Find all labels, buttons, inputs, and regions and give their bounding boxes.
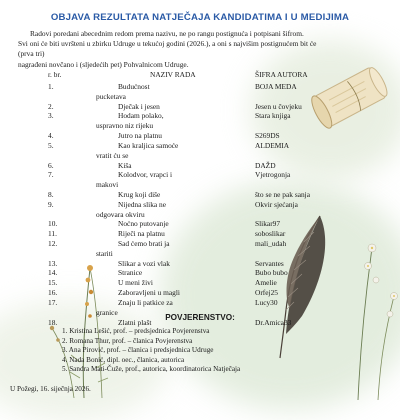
column-header-title: NAZIV RADA (150, 70, 196, 79)
work-title: Stranice (118, 268, 143, 278)
author-code: Lucy30 (255, 297, 278, 307)
row-number: 5. (48, 140, 54, 150)
author-code: mali_udah (255, 239, 287, 248)
row-number: 10. (48, 219, 58, 229)
author-code: BOJA MEDA (255, 82, 297, 91)
author-code: Slikar97 (255, 219, 281, 229)
results-table (0, 82, 400, 327)
row-number: 11. (48, 229, 57, 239)
row-number: 15. (48, 278, 58, 288)
row-number: 3. (48, 111, 54, 121)
committee-title: POVJERENSTVO: (165, 313, 235, 322)
work-title: Noćno putovanje (118, 219, 169, 229)
table-row (0, 259, 400, 269)
work-title: Kolodvor, vrapci i (118, 170, 173, 180)
work-title: Zlatni plašt (118, 317, 152, 327)
table-row (0, 268, 400, 278)
work-title: pucketava (96, 91, 126, 101)
table-row (0, 151, 400, 161)
work-title: uspravno niz rijeku (96, 121, 154, 131)
author-code: Bubo bubo (255, 268, 288, 278)
table-row (0, 239, 400, 249)
row-number: 8. (48, 189, 54, 199)
work-title: vratit ću se (96, 150, 129, 160)
author-code: Amelie (255, 278, 277, 288)
author-code: Jesen u čovjeku (255, 101, 302, 111)
table-row (0, 210, 400, 220)
work-title: Zaboravljeni u magli (118, 288, 180, 298)
row-number: 6. (48, 160, 54, 170)
committee-member: 1. Kristina Lešić, prof. – predsjednica Povjerenstva (62, 327, 210, 335)
table-row (0, 229, 400, 239)
author-code: Okvir sjećanja (255, 199, 298, 209)
work-title: Kao kraljica samoće (118, 140, 179, 150)
work-title: stariti (96, 248, 113, 258)
table-row (0, 82, 400, 92)
author-code: DAŽD (255, 160, 276, 170)
author-code: S269DS (255, 131, 280, 141)
work-title: Jutro na platnu (118, 131, 162, 141)
author-code: soboslikar (255, 229, 286, 239)
intro-line: Radovi poredani abecednim redom prema nazivu, ne po rangu postignuća i potpisani šifrom. (30, 29, 304, 38)
table-row (0, 219, 400, 229)
author-code: Dr.Amica33 (255, 317, 292, 327)
table-row (0, 121, 400, 131)
row-number: 14. (48, 268, 58, 278)
table-row (0, 278, 400, 288)
author-code: Vjetrogonja (255, 170, 291, 180)
table-row (0, 102, 400, 112)
table-row (0, 141, 400, 151)
author-code: Orfej25 (255, 288, 278, 298)
work-title: Sad ćemo brati ja (118, 239, 170, 248)
date-place: U Požegi, 16. siječnja 2026. (10, 385, 91, 393)
intro-line: nagrađeni novčano i (sljedećih pet) Pohvalnicom Udruge. (18, 59, 189, 69)
work-title: Kiša (118, 160, 132, 170)
table-row (0, 111, 400, 121)
table-row (0, 161, 400, 171)
work-title: Slikar a vozi vlak (118, 258, 170, 268)
table-row (0, 180, 400, 190)
row-number: 2. (48, 101, 54, 111)
work-title: makovi (96, 180, 119, 190)
row-number: 4. (48, 131, 54, 141)
author-code: Servantes (255, 258, 284, 268)
table-row (0, 131, 400, 141)
work-title: U meni živi (118, 278, 153, 288)
row-number: 17. (48, 297, 58, 307)
work-title: granice (96, 307, 118, 317)
row-number: 9. (48, 199, 54, 209)
row-number: 13. (48, 258, 58, 268)
row-number: 7. (48, 170, 54, 180)
work-title: Nijedna slika ne (118, 199, 167, 209)
work-title: Dječak i jesen (118, 101, 160, 111)
committee-member: 2. Romana Thur, prof. – članica Povjerenstva (62, 336, 193, 345)
author-code: Stara knjiga (255, 111, 291, 121)
table-row (0, 200, 400, 210)
row-number: 1. (48, 82, 54, 91)
committee-list (62, 327, 382, 375)
intro-line: Svi oni će biti uvršteni u zbirku Udruge u tekućoj godini (2026.), a oni s najvišim postignućem bit će (prva tri) (18, 39, 317, 59)
column-header-author: ŠIFRA AUTORA (255, 70, 308, 79)
row-number: 12. (48, 239, 58, 248)
intro-text (18, 29, 328, 70)
table-row (0, 170, 400, 180)
work-title: odgovara okviru (96, 209, 145, 219)
work-title: Budućnost (118, 82, 150, 91)
page-title: OBJAVA REZULTATA NATJEČAJA KANDIDATIMA I U MEDIJIMA (50, 12, 350, 23)
work-title: Krug koji diše (118, 189, 161, 199)
author-code: što se ne pak sanja (255, 189, 311, 199)
work-title: Hodam polako, (118, 111, 164, 121)
table-row (0, 288, 400, 298)
committee-member: 3. Ana Pirović, prof. – članica i predsjednica Udruge (62, 346, 214, 355)
row-number: 18. (48, 317, 58, 327)
table-row (0, 298, 400, 308)
table-row (0, 190, 400, 200)
work-title: Znaju li patkice za (118, 297, 173, 307)
table-row (0, 249, 400, 259)
column-header-number: r. br. (48, 70, 62, 79)
author-code: ALDEMIA (255, 140, 290, 150)
row-number: 16. (48, 288, 58, 298)
work-title: Riječi na platnu (118, 229, 165, 239)
committee-member: 5. Sandra Mati-Čuže, prof., autorica, koordinatorica Natječaja (62, 365, 241, 374)
committee-member: 4. Nada Bonić, dipl. oec., članica, autorica (62, 355, 185, 364)
table-row (0, 92, 400, 102)
